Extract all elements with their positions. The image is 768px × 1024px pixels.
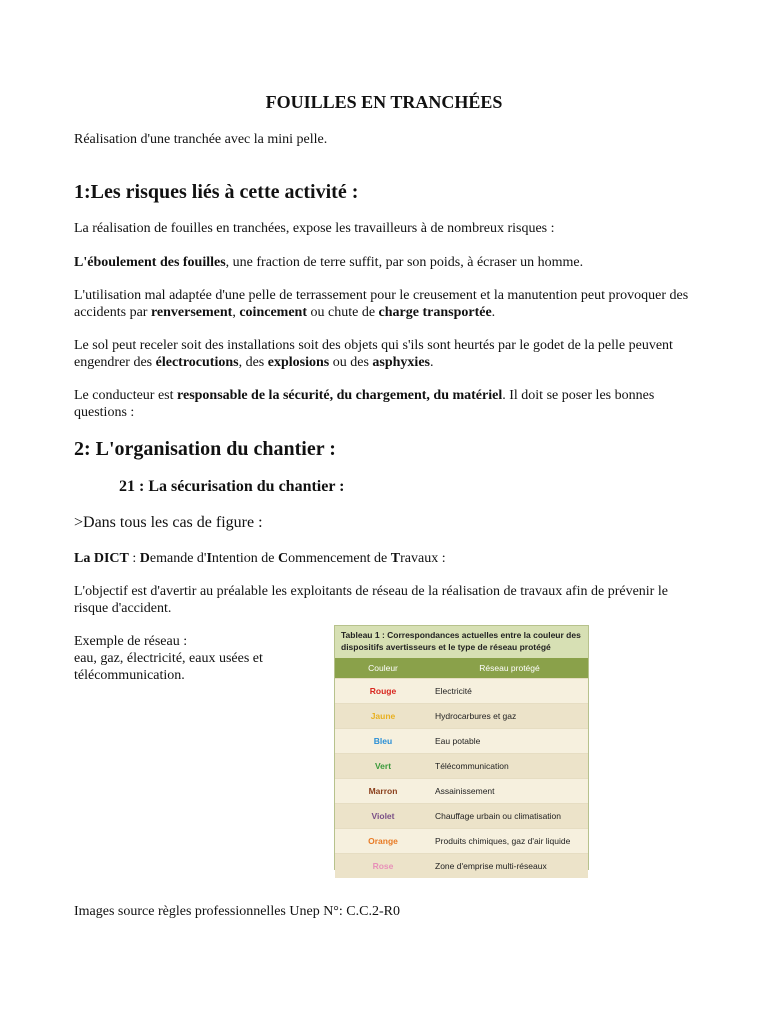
section1-p5: Le conducteur est responsable de la sécurité, du chargement, du matériel. Il doit se poser les bonnes questions : [74,388,655,420]
objective-text: L'objectif est d'avertir au préalable les exploitants de réseau de la réalisation de travaux afin de prévenir le risque d'accident. [74,584,668,616]
table-cell-color: Orange [368,836,398,846]
table-caption: Tableau 1 : Correspondances actuelles entre la couleur des dispositifs avertisseurs et le type de réseau protégé [335,626,588,658]
table-row [335,828,588,853]
table-cell-network: Hydrocarbures et gaz [435,711,517,721]
table-row [335,728,588,753]
table-cell-color: Marron [368,786,398,796]
table-cell-network: Assainissement [435,786,495,796]
example-body: eau, gaz, électricité, eaux usées et télécommunication. [74,651,263,683]
intro-text: Réalisation d'une tranchée avec la mini pelle. [74,132,328,147]
table-cell-network: Chauffage urbain ou climatisation [435,811,562,821]
table-cell-color: Violet [371,811,395,821]
table-cell-network: Produits chimiques, gaz d'air liquide [435,836,571,846]
table-row [335,678,588,703]
table-row [335,703,588,728]
table-cell-color: Jaune [370,711,396,721]
section1-heading: 1:Les risques liés à cette activité : [74,181,359,203]
source-text: Images source règles professionnelles Unep N°: C.C.2-R0 [74,904,400,919]
table-cell-network: Zone d'emprise multi-réseaux [435,861,547,871]
table-cell-color: Vert [374,761,392,771]
header-network: Réseau protégé [479,663,540,673]
dict-line: La DICT : Demande d'Intention de Commencement de Travaux : [74,551,446,566]
table-header [335,658,588,678]
table-cell-network: Télécommunication [435,761,509,771]
table-row [335,803,588,828]
table-row [335,853,588,878]
example-block [74,633,304,684]
table-cell-color: Rose [372,861,394,871]
section1-p1: La réalisation de fouilles en tranchées, expose les travailleurs à de nombreux risques : [74,221,555,236]
table-cell-color: Rouge [369,686,397,696]
cases-line: >Dans tous les cas de figure : [74,514,263,531]
table-cell-network: Electricité [435,686,472,696]
table-cell-color: Bleu [373,736,393,746]
header-color: Couleur [368,663,398,673]
section1-p2: L'éboulement des fouilles, une fraction de terre suffit, par son poids, à écraser un homme. [74,255,584,270]
bold-eboulement: L'éboulement des fouilles [74,255,226,270]
page-title: FOUILLES EN TRANCHÉES [265,92,503,112]
table-body [335,678,588,878]
table-row [335,778,588,803]
section1-p3: L'utilisation mal adaptée d'une pelle de terrassement pour le creusement et la manutention peut provoquer des accidents par renversement, coincement ou chute de charge transportée. [74,288,689,320]
section2-subheading: 21 : La sécurisation du chantier : [119,478,345,495]
table-cell-network: Eau potable [435,736,481,746]
section2-heading: 2: L'organisation du chantier : [74,438,336,460]
color-network-table [334,625,589,870]
example-title: Exemple de réseau : [74,634,188,649]
section1-p4: Le sol peut receler soit des installations soit des objets qui s'ils sont heurtés par le godet de la pelle peuvent engendrer des électrocutions, des explosions ou des asphyxies. [74,338,673,370]
table-row [335,753,588,778]
